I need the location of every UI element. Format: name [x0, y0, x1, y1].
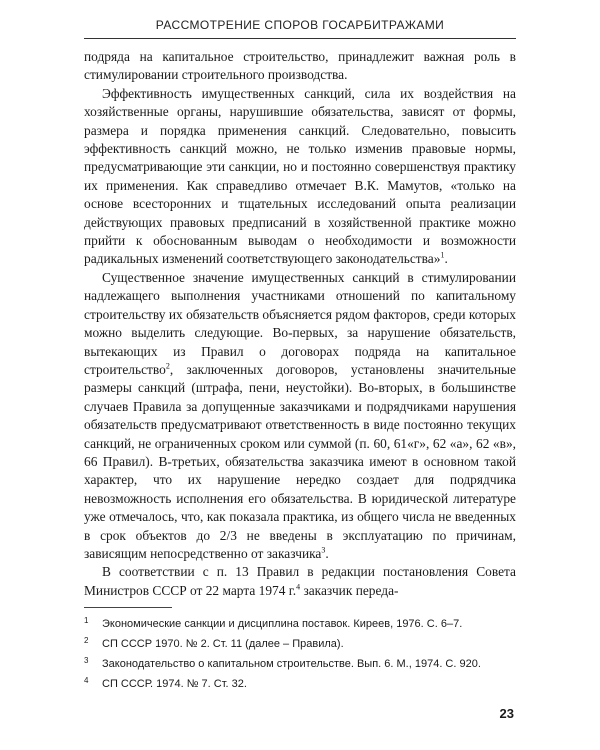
footnote-ref-4: 4 — [296, 582, 301, 592]
footnotes — [84, 614, 516, 694]
footnote — [84, 674, 516, 694]
footnote-text: СП СССР 1970. № 2. Ст. 11 (далее – Правила). — [102, 638, 344, 650]
footnote-ref-3: 3 — [321, 545, 326, 555]
paragraph-2-text: Эффективность имущественных санкций, сила их воздействия на хозяйственные органы, нарушившие обязательства, зависят от формы, размера и порядка применения санкций. Следовательно, повысить эффективность санкций можно, не только изменив правовые нормы, предусматривающие эти санкции, но и постоянно совершенствуя практику их применения. Как справедливо отмечает В.К. Мамутов, «только на основе всесторонних и тщательных исследований опыта реализации действующих правовых предписаний в хозяйственной практике можно прийти к обоснованным выводам о необходимости и возможности радикальных изменений соответствующего законодательства» — [84, 85, 516, 267]
footnote-ref-1: 1 — [440, 251, 445, 260]
footnote-text: Законодательство о капитальном строительстве. Вып. 6. М., 1974. С. 920. — [102, 658, 481, 670]
page-number: 23 — [499, 706, 514, 721]
footnote-ref-2: 2 — [165, 361, 170, 371]
paragraph-3 — [84, 269, 516, 564]
footnote-number: 2 — [84, 636, 89, 645]
paragraph-4-end: заказчик переда- — [300, 582, 399, 598]
paragraph-4-text: В соответствии с п. 13 Правил в редакции постановления Совета Министров СССР от 22 марта 1974 г. — [84, 564, 516, 598]
paragraph-3-end: . — [325, 545, 329, 561]
paragraph-3-text: Существенное значение имущественных санкций в стимулировании надлежащего выполнения участниками отношений по капитальному строительству их обязательств объясняется рядом факторов, среди которых можно выделить следующие. Во-первых, за нарушение обязательств, вытекающих из Правил о договорах подряда на капитальное строительство — [84, 269, 516, 377]
footnote-text: Экономические санкции и дисциплина поставок. Киреев, 1976. С. 6–7. — [102, 618, 463, 630]
paragraph-1-text: подряда на капитальное строительство, принадлежит важная роль в стимулировании строительного производства. — [84, 49, 516, 83]
paragraph-1 — [84, 48, 516, 85]
paragraph-2 — [84, 85, 516, 269]
footnote — [84, 614, 516, 634]
footnote — [84, 634, 516, 654]
footnote-number: 4 — [84, 676, 89, 685]
paragraph-3-middle: , заключенных договоров, установлены значительные размеры санкций (штрафа, пени, неустойки). Во-вторых, в большинстве случаев Правила за допущенные заказчиками и подрядчиками нарушения обязательств предусматривают ответственность в виде постоянно текущих санкций, не ограниченных сроком или суммой (п. 60, 61«г», 62 «а», 62 «в», 66 Правил). В-третьих, обязательства заказчика имеют в основном такой характер, что их нарушение нередко создает для подрядчика невозможность исполнения его обязательства. В юридической литературе уже отмечалось, что, как показала практика, из общего числа не введенных в срок объектов до 2/3 не введены в эксплуатацию по причинам, зависящим непосредственно от заказчика — [84, 361, 516, 561]
footnote-separator — [84, 607, 172, 608]
header-rule — [84, 38, 516, 39]
footnote-text: СП СССР. 1974. № 7. Ст. 32. — [102, 678, 247, 690]
footnote-number: 3 — [84, 656, 89, 665]
footnote-number: 1 — [84, 616, 89, 625]
running-header: РАССМОТРЕНИЕ СПОРОВ ГОСАРБИТРАЖАМИ — [155, 18, 445, 32]
paragraph-4 — [84, 563, 516, 600]
footnote — [84, 654, 516, 674]
body-text — [84, 48, 516, 600]
paragraph-2-end: . — [444, 251, 448, 267]
